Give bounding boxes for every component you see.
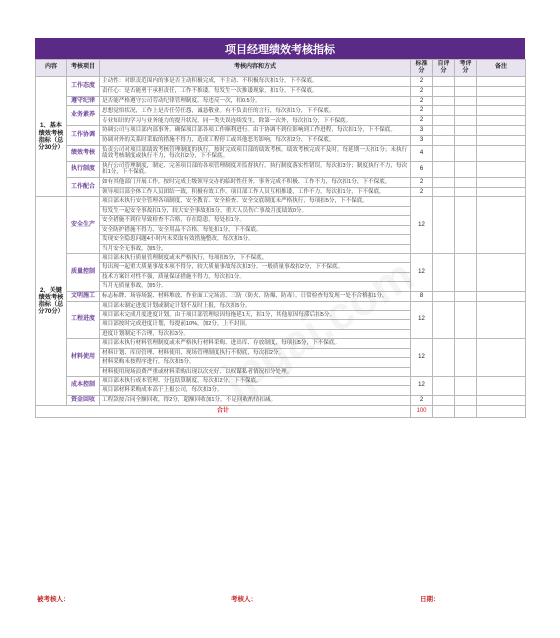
total-review-cell[interactable] xyxy=(455,405,477,417)
criteria-cell: 项目部未完成月度进度计划，由于项目部管理原因每拖延1天，扣1分，其他原因每滞后扣5分。 xyxy=(100,311,411,320)
table-row xyxy=(36,187,526,197)
examinee-label: 被考核人： xyxy=(37,596,70,603)
header-content: 内容 xyxy=(36,60,67,77)
standard-score-cell: 2 xyxy=(411,106,433,116)
table-row xyxy=(36,116,526,126)
item-name-cell: 绩效考核 xyxy=(67,146,100,162)
criteria-cell: 是否能严格遵守公司劳动纪律管理制度。每违反一次，扣0.5分。 xyxy=(100,96,411,106)
item-name-cell: 工作配合 xyxy=(67,177,100,197)
self-score-cell[interactable] xyxy=(433,254,455,292)
review-score-cell[interactable] xyxy=(455,301,477,339)
appraisal-table xyxy=(35,59,526,418)
standard-score-cell: 2 xyxy=(411,76,433,86)
criteria-cell: 思想觉悟状况，工作上是否任劳任怨，诚恳敬业。有不负责任的言行，每次扣1分，下不保底。 xyxy=(100,106,411,116)
review-score-cell[interactable] xyxy=(455,197,477,254)
remarks-cell[interactable] xyxy=(477,146,526,162)
criteria-cell: 领导项目部全体工作人员团结一致，积极有效工作。项目部工作人员互相推诿，工作不力，每次扣1分，下不保底。 xyxy=(100,187,411,197)
category-cell: 1、基本绩效考核指标（总分30分） xyxy=(36,76,67,197)
self-score-cell[interactable] xyxy=(433,339,455,377)
criteria-cell: 负责公司对项目部绩效考核管理制度的执行，按时完成项目部的绩效考核。绩效考核完成不及时，每延期一天扣1分；未执行绩效考核制度或执行不力，每次扣2分，下不保底。 xyxy=(100,146,411,162)
criteria-cell: 项目部未执行安全管理各项制度，安全教育、安全检查、安全交底制度未严格执行，每项扣5分，下不保底。 xyxy=(100,197,411,206)
item-name-cell: 遵守纪律 xyxy=(67,96,100,106)
standard-score-cell: 2 xyxy=(411,86,433,96)
review-score-cell[interactable] xyxy=(455,254,477,292)
remarks-cell[interactable] xyxy=(477,187,526,197)
review-score-cell[interactable] xyxy=(455,106,477,116)
criteria-cell: 项目部材料采购成本高于上报公司，每次扣3分。 xyxy=(100,386,411,395)
signature-footer xyxy=(35,591,525,605)
standard-score-cell: 2 xyxy=(411,187,433,197)
remarks-cell[interactable] xyxy=(477,161,526,177)
total-row xyxy=(36,405,526,417)
item-name-cell: 工作协调 xyxy=(67,126,100,146)
criteria-cell: 安全措施不到位导致检查不合格，存在隐患，每处扣1分。 xyxy=(100,216,411,225)
standard-score-cell: 8 xyxy=(411,291,433,301)
table-row xyxy=(36,177,526,187)
standard-score-cell: 2 xyxy=(411,116,433,126)
table-body xyxy=(36,76,526,405)
standard-score-cell: 3 xyxy=(411,126,433,136)
table-row xyxy=(36,301,526,310)
item-name-cell: 业务素养 xyxy=(67,106,100,126)
criteria-cell: 项目部未执行成本管理、分包结算制度，每次扣2分，下不保底。 xyxy=(100,376,411,385)
remarks-cell[interactable] xyxy=(477,177,526,187)
standard-score-cell: 2 xyxy=(411,177,433,187)
table-row xyxy=(36,76,526,86)
criteria-cell: 材料使用现场浪费严重或材料采购出现以次充好、以权谋私者情况扣分处理。 xyxy=(100,367,411,376)
criteria-cell: 每出现一起重大质量事故本项不得分，较大质量事故每次扣3分，一般质量事故扣2分，下不保底。 xyxy=(100,263,411,272)
criteria-cell: 执行公司管理制度，制定、完善项目部的各项管理制度并监督执行。执行制度落实性错误，每次扣3分；制度执行不力，每次扣1分，下不保底。 xyxy=(100,161,411,177)
review-score-cell[interactable] xyxy=(455,146,477,162)
self-score-cell[interactable] xyxy=(433,146,455,162)
standard-score-cell: 12 xyxy=(411,339,433,377)
self-score-cell[interactable] xyxy=(433,161,455,177)
remarks-cell[interactable] xyxy=(477,339,526,377)
item-name-cell: 资金回收 xyxy=(67,395,100,405)
table-row xyxy=(36,146,526,162)
remarks-cell[interactable] xyxy=(477,291,526,301)
criteria-cell: 项目部按时完成进度计划，每提前10%，加2分，上不封顶。 xyxy=(100,320,411,329)
self-score-cell[interactable] xyxy=(433,116,455,126)
item-name-cell: 成本控制 xyxy=(67,376,100,395)
review-score-cell[interactable] xyxy=(455,116,477,126)
criteria-cell: 材料采购未按程序进行，每次扣5分。 xyxy=(100,358,411,367)
self-score-cell[interactable] xyxy=(433,76,455,86)
criteria-cell: 责任心：是否能勇于承担责任，工作不推诿。每发生一次推诿现象，扣1分，下不保底。 xyxy=(100,86,411,96)
review-score-cell[interactable] xyxy=(455,161,477,177)
self-score-cell[interactable] xyxy=(433,395,455,405)
date-label: 日期： xyxy=(420,596,440,603)
criteria-cell: 当月无质量事故，加5分。 xyxy=(100,282,411,291)
criteria-cell: 技术方案针对性不强，质量保证措施不得力，每次扣1分。 xyxy=(100,272,411,281)
criteria-cell: 工程款按合同全额回收，得2分，超额回收加1分，不足回收酌情扣减。 xyxy=(100,395,411,405)
standard-score-cell: 6 xyxy=(411,161,433,177)
remarks-cell[interactable] xyxy=(477,86,526,96)
appraisal-sheet xyxy=(35,38,525,418)
total-self-cell[interactable] xyxy=(433,405,455,417)
table-row xyxy=(36,106,526,116)
review-score-cell[interactable] xyxy=(455,291,477,301)
criteria-cell: 当月安全无事故，加5分。 xyxy=(100,244,411,253)
table-row xyxy=(36,86,526,96)
remarks-cell[interactable] xyxy=(477,254,526,292)
total-remarks-cell[interactable] xyxy=(477,405,526,417)
total-value: 100 xyxy=(411,405,433,417)
standard-score-cell: 12 xyxy=(411,254,433,292)
self-score-cell[interactable] xyxy=(433,136,455,146)
review-score-cell[interactable] xyxy=(455,339,477,377)
table-row xyxy=(36,395,526,405)
review-score-cell[interactable] xyxy=(455,96,477,106)
table-row xyxy=(36,197,526,206)
header-self-score: 自评分 xyxy=(433,60,455,77)
item-name-cell: 执行制度 xyxy=(67,161,100,177)
examiner-label: 考核人： xyxy=(231,596,257,603)
criteria-cell: 标志标牌、场容场貌、材料堆放、作业面工完场清、三防（防火、防爆、防毒）。日常检查每发现一处不合格扣1分。 xyxy=(100,291,411,301)
review-score-cell[interactable] xyxy=(455,126,477,136)
header-review-score: 考评分 xyxy=(455,60,477,77)
header-remarks: 备注 xyxy=(477,60,526,77)
review-score-cell[interactable] xyxy=(455,136,477,146)
criteria-cell: 项目部未执行材料管理制度或未严格执行材料采购、进出库、存放制度，每项扣5分，下不保底。 xyxy=(100,339,411,348)
review-score-cell[interactable] xyxy=(455,187,477,197)
table-row xyxy=(36,126,526,136)
sheet-title: 项目经理绩效考核指标 xyxy=(35,38,525,59)
criteria-cell: 材料计划、库房管理、材料使用、现场管理制度执行不彻底，每次扣2分。 xyxy=(100,348,411,357)
criteria-cell: 如有其他部门开展工作，按时完成上级领导交办的临时性任务。事务完成不积极、工作不力，每次扣1分，下不保底。 xyxy=(100,177,411,187)
standard-score-cell: 4 xyxy=(411,146,433,162)
criteria-cell: 协调公司与项目部内部事务，确保项目部各项工作顺利进行。由于协调不到位影响到工作进程，每次扣1分，下不保底。 xyxy=(100,126,411,136)
remarks-cell[interactable] xyxy=(477,96,526,106)
item-name-cell: 工作态度 xyxy=(67,76,100,96)
self-score-cell[interactable] xyxy=(433,197,455,254)
remarks-cell[interactable] xyxy=(477,116,526,126)
remarks-cell[interactable] xyxy=(477,197,526,254)
criteria-cell: 每发生一起安全事故扣1分，较大安全事故扣5分，重大人员伤亡事故月度绩效0分。 xyxy=(100,206,411,215)
review-score-cell[interactable] xyxy=(455,395,477,405)
standard-score-cell: 2 xyxy=(411,96,433,106)
self-score-cell[interactable] xyxy=(433,177,455,187)
review-score-cell[interactable] xyxy=(455,376,477,395)
table-row xyxy=(36,376,526,385)
criteria-cell: 发现安全隐患问题4小时内未采取有效措施整改，每次扣5分。 xyxy=(100,235,411,244)
standard-score-cell: 12 xyxy=(411,376,433,395)
self-score-cell[interactable] xyxy=(433,106,455,116)
standard-score-cell: 3 xyxy=(411,136,433,146)
remarks-cell[interactable] xyxy=(477,395,526,405)
table-row xyxy=(36,291,526,301)
standard-score-cell: 12 xyxy=(411,197,433,254)
remarks-cell[interactable] xyxy=(477,126,526,136)
criteria-cell: 项目部未制定进度计划或制定计划不及时上报，每次扣5分。 xyxy=(100,301,411,310)
table-row xyxy=(36,136,526,146)
table-row xyxy=(36,161,526,177)
criteria-cell: 安全防护措施不得力、安全用品不合格，每处扣1分，下不保底。 xyxy=(100,225,411,234)
review-score-cell[interactable] xyxy=(455,177,477,187)
table-row xyxy=(36,339,526,348)
total-label: 合计 xyxy=(36,405,411,417)
item-name-cell: 工程进度 xyxy=(67,301,100,339)
self-score-cell[interactable] xyxy=(433,376,455,395)
item-name-cell: 安全生产 xyxy=(67,197,100,254)
remarks-cell[interactable] xyxy=(477,376,526,395)
standard-score-cell: 2 xyxy=(411,395,433,405)
header-method: 考核内容和方式 xyxy=(100,60,411,77)
self-score-cell[interactable] xyxy=(433,291,455,301)
item-name-cell: 材料使用 xyxy=(67,339,100,377)
item-name-cell: 文明施工 xyxy=(67,291,100,301)
self-score-cell[interactable] xyxy=(433,126,455,136)
remarks-cell[interactable] xyxy=(477,106,526,116)
self-score-cell[interactable] xyxy=(433,187,455,197)
standard-score-cell: 12 xyxy=(411,301,433,339)
criteria-cell: 项目部未执行质量管理制度或未严格执行，每项扣5分，下不保底。 xyxy=(100,254,411,263)
self-score-cell[interactable] xyxy=(433,96,455,106)
remarks-cell[interactable] xyxy=(477,136,526,146)
review-score-cell[interactable] xyxy=(455,86,477,96)
table-row xyxy=(36,254,526,263)
review-score-cell[interactable] xyxy=(455,76,477,86)
self-score-cell[interactable] xyxy=(433,301,455,339)
remarks-cell[interactable] xyxy=(477,301,526,339)
criteria-cell: 专业知识的学习与业务能力的提升状况。同一类失误连续发生，除第一次外，每次扣1分，下不保底。 xyxy=(100,116,411,126)
item-name-cell: 质量控制 xyxy=(67,254,100,292)
header-standard-score: 标准分 xyxy=(411,60,433,77)
self-score-cell[interactable] xyxy=(433,86,455,96)
criteria-cell: 协调对外的关系时采取的措施不得力，造成工程停工或其他恶劣影响，每次扣2分，下不保底。 xyxy=(100,136,411,146)
table-row xyxy=(36,96,526,106)
remarks-cell[interactable] xyxy=(477,76,526,86)
header-item: 考核项目 xyxy=(67,60,100,77)
header-row xyxy=(36,60,526,77)
category-cell: 2、关键绩效考核指标（总分70分） xyxy=(36,197,67,405)
criteria-cell: 进度计划制定不合理，每次扣3分。 xyxy=(100,329,411,338)
criteria-cell: 主动性：对职责范围内的事是否主动积极完成，不主动、不积极每次扣1分，下不保底。 xyxy=(100,76,411,86)
